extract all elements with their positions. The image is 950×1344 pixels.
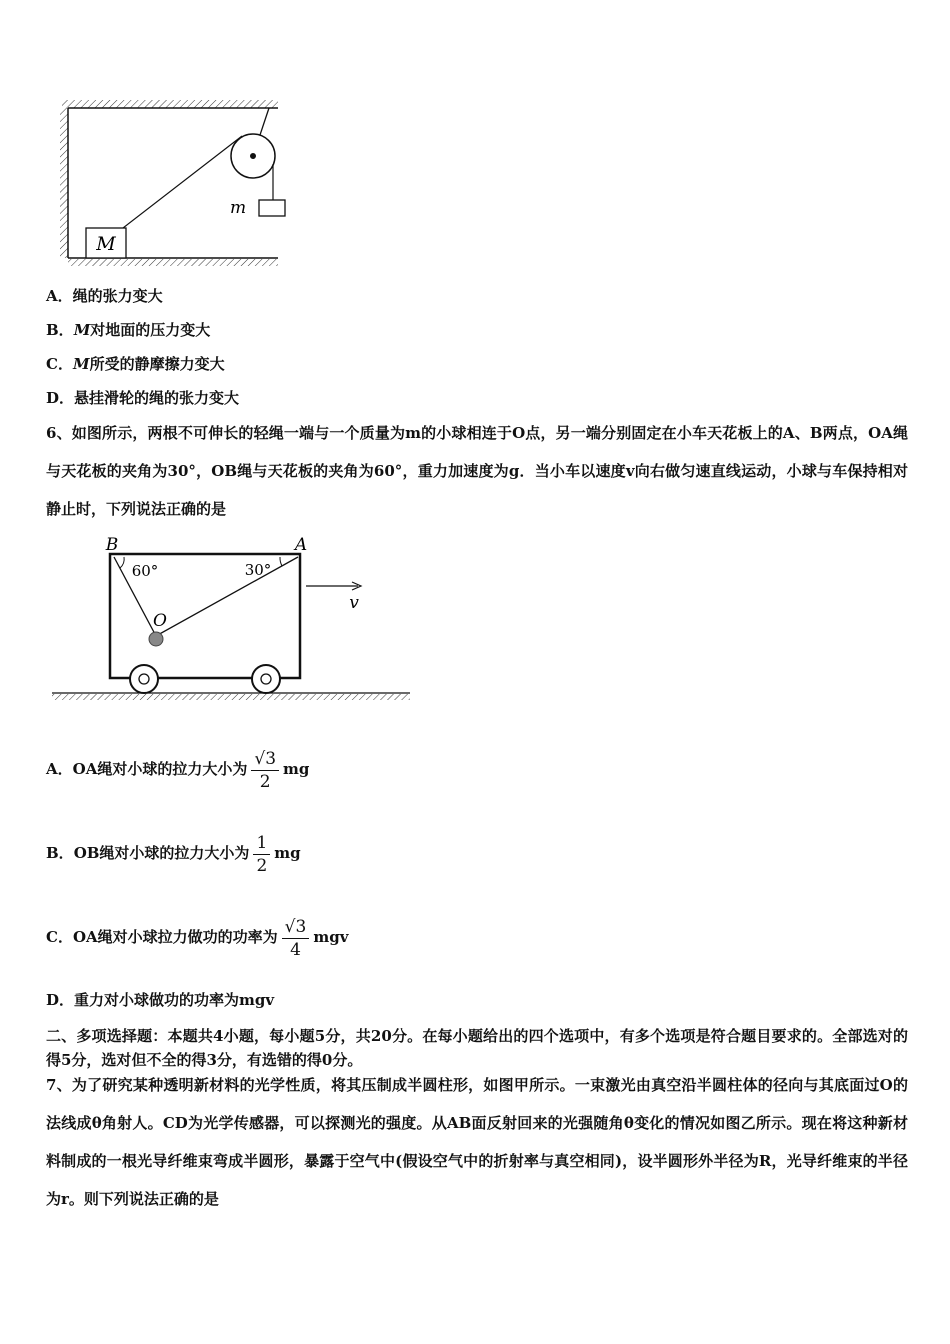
option-unit: mg xyxy=(274,844,301,862)
option-letter: B． xyxy=(46,321,74,339)
option-letter: A． xyxy=(46,760,73,778)
pulley-axle xyxy=(250,153,256,159)
q5-option-b xyxy=(46,320,210,340)
option-unit: mg xyxy=(283,760,310,778)
q5-option-a xyxy=(46,286,163,306)
fraction-denominator: 4 xyxy=(290,939,301,960)
q7-stem: 7、为了研究某种透明新材料的光学性质，将其压制成半圆柱形，如图甲所示。一束激光由真空沿半圆柱体的径向与其底面过O的法线成θ角射人。CD为光学传感器，可以探测光的强度。从AB面反射回来的光强随角θ变化的情况如图乙所示。现在将这种新材料制成的一根光导纤维束弯成半圆形，暴露于空气中(假设空气中的折射率与真空相同)，设半圆形外半径为R，光导纤维束的半径为r。则下列说法正确的是 xyxy=(46,1076,908,1208)
option-text: OA绳对小球的拉力大小为 xyxy=(72,760,248,778)
option-unit: mgv xyxy=(313,928,349,946)
fraction-denominator: 2 xyxy=(259,771,271,792)
option-text: OA绳对小球拉力做功的功率为 xyxy=(72,928,278,946)
option-text: 对地面的压力变大 xyxy=(90,321,211,339)
q6-option-a xyxy=(46,738,309,800)
option-letter: B． xyxy=(46,844,74,862)
option-text: 所受的静摩擦力变大 xyxy=(89,355,225,373)
fraction-denominator: 2 xyxy=(256,855,268,876)
ground-hatch xyxy=(52,694,410,700)
option-text: 绳的张力变大 xyxy=(72,287,163,305)
option-text: OB绳对小球的拉力大小为 xyxy=(73,844,250,862)
option-letter: C． xyxy=(46,355,73,373)
option-text: 重力对小球做功的功率为mgv xyxy=(74,991,275,1009)
q5-option-d xyxy=(46,388,239,408)
q6-option-c xyxy=(46,906,348,968)
section-2-heading: 二、多项选择题：本题共4小题，每小题5分，共20分。在每小题给出的四个选项中，有多个选项是符合题目要求的。全部选对的得5分，选对但不全的得3分，有选错的得0分。 xyxy=(46,1027,908,1069)
fraction xyxy=(251,748,279,793)
block-m xyxy=(259,200,285,216)
rope-to-M xyxy=(123,136,242,228)
label-O: O xyxy=(153,611,167,631)
figure-cart xyxy=(48,530,418,705)
fraction-numerator: 1 xyxy=(253,832,270,855)
q6-option-b xyxy=(46,822,301,884)
label-A: A xyxy=(294,535,308,555)
ceiling-hatch xyxy=(62,100,278,108)
figure-pulley-system xyxy=(50,96,290,276)
wall-hatch xyxy=(60,108,68,258)
label-B: B xyxy=(105,535,119,555)
fraction-numerator: √3 xyxy=(282,916,310,939)
q5-option-c xyxy=(46,354,225,374)
option-letter: D． xyxy=(46,389,75,407)
option-variable: M xyxy=(73,321,91,339)
angle-A: 30° xyxy=(244,561,272,579)
option-letter: D． xyxy=(46,991,75,1009)
option-variable: M xyxy=(72,355,90,373)
option-letter: C． xyxy=(46,928,73,946)
ball xyxy=(149,632,163,646)
option-letter: A． xyxy=(46,287,73,305)
fraction xyxy=(253,832,270,877)
q6-option-d xyxy=(46,990,274,1010)
floor-hatch xyxy=(68,259,278,266)
label-m: m xyxy=(229,198,247,218)
fraction-numerator: √3 xyxy=(251,748,279,771)
wheel-right-hub xyxy=(261,674,271,684)
label-v: v xyxy=(349,593,359,613)
wheel-left-hub xyxy=(139,674,149,684)
option-text: 悬挂滑轮的绳的张力变大 xyxy=(74,389,240,407)
label-M: M xyxy=(96,233,116,255)
q6-stem: 6、如图所示，两根不可伸长的轻绳一端与一个质量为m的小球相连于O点，另一端分别固定在小车天花板上的A、B两点，OA绳与天花板的夹角为30°，OB绳与天花板的夹角为60°，重力加速度为g．当小车以速度v向右做匀速直线运动，小球与车保持相对静止时，下列说法正确的是 xyxy=(46,424,908,518)
fraction xyxy=(282,916,310,961)
angle-B: 60° xyxy=(131,562,159,580)
